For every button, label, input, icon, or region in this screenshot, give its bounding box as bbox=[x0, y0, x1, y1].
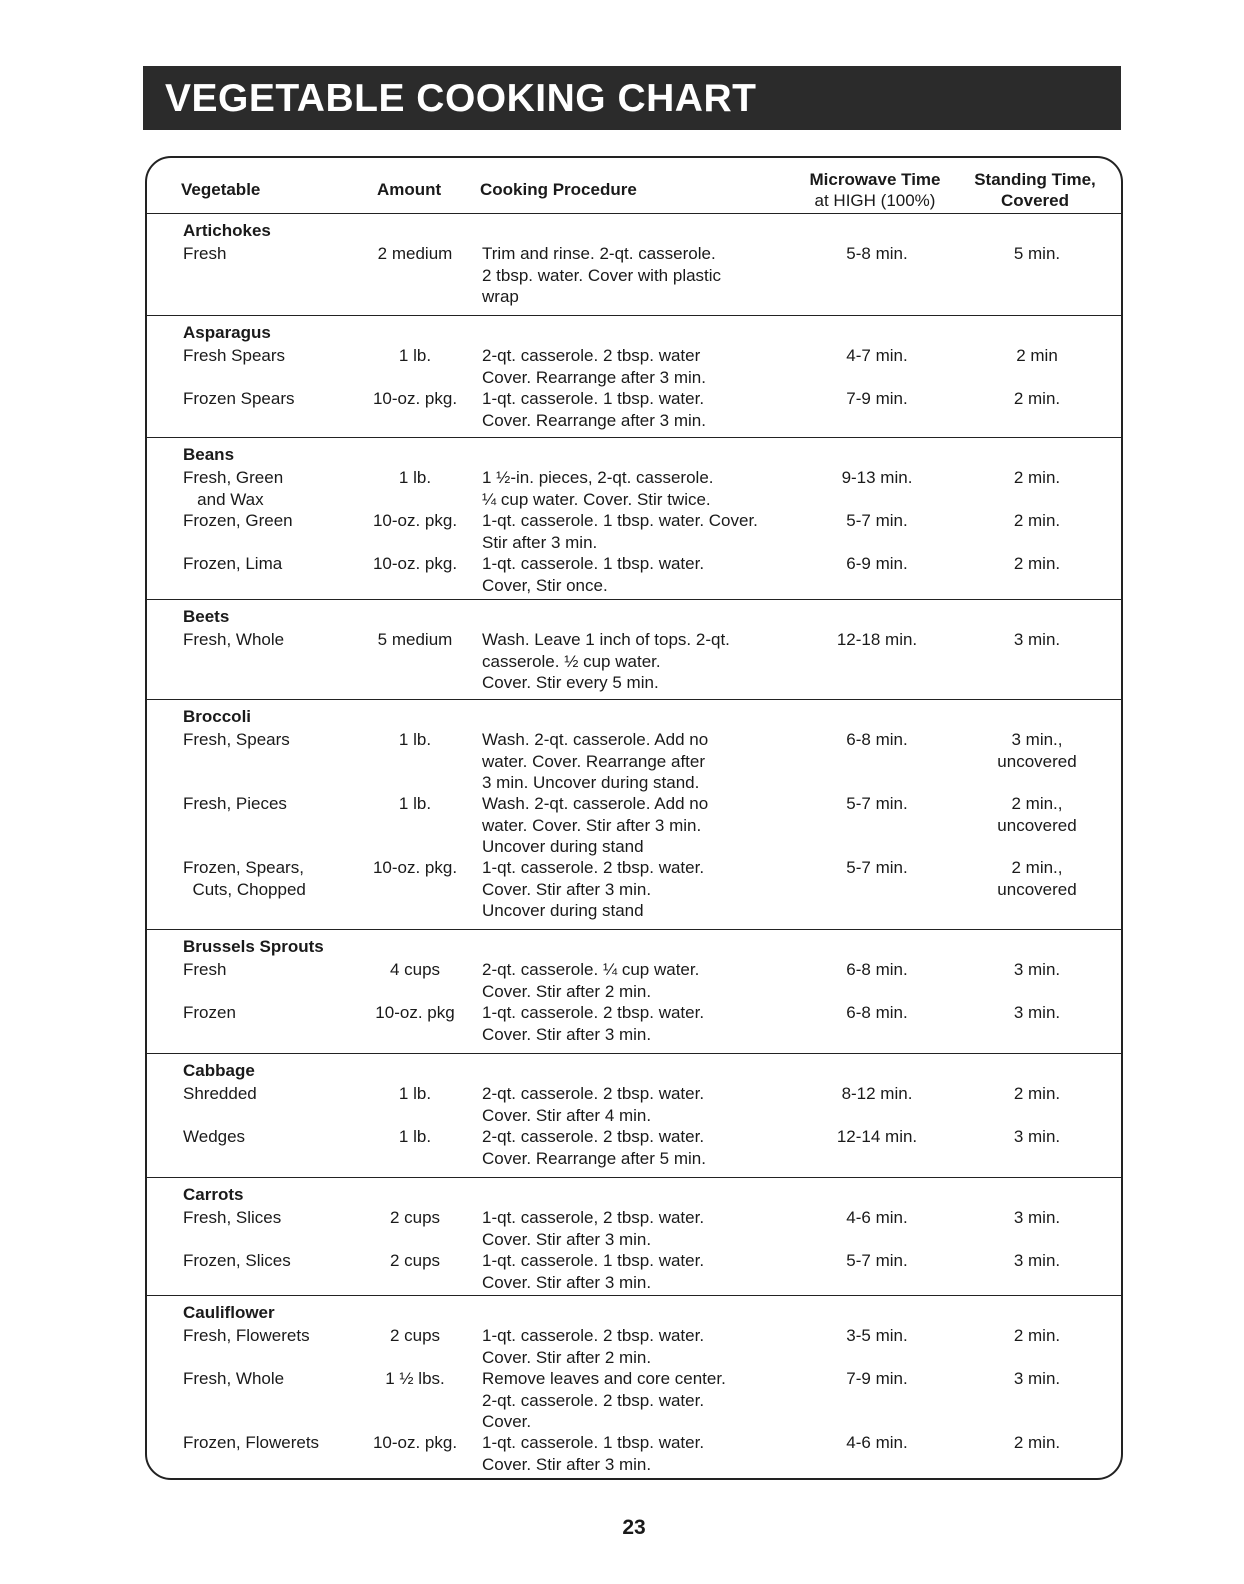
cell-cooking-procedure: Wash. 2-qt. casserole. Add no water. Cover. Rearrange after 3 min. Uncover during stand. bbox=[482, 730, 709, 792]
cell-cooking-procedure: 2-qt. casserole. ¼ cup water. Cover. Stir after 2 min. bbox=[482, 960, 700, 1001]
cell-standing-time: 2 min. bbox=[1013, 1326, 1061, 1345]
cell-microwave-time: 5-7 min. bbox=[846, 794, 908, 813]
cell-amount: 2 cups bbox=[389, 1326, 441, 1345]
cell-standing-time: 2 min. bbox=[1013, 468, 1061, 487]
cell-cooking-procedure: Trim and rinse. 2-qt. casserole. 2 tbsp. water. Cover with plastic wrap bbox=[482, 244, 722, 306]
cell-vegetable: Frozen, Spears, Cuts, Chopped bbox=[183, 858, 306, 899]
cell-standing-time: 2 min. bbox=[1013, 554, 1061, 573]
cell-standing-time: 3 min. bbox=[1013, 1369, 1061, 1388]
cell-cooking-procedure: 1-qt. casserole. 2 tbsp. water. Cover. Stir after 3 min. Uncover during stand bbox=[482, 858, 705, 920]
header-amount: Amount bbox=[377, 180, 442, 199]
cell-standing-time: 2 min. bbox=[1013, 389, 1061, 408]
cell-standing-time: 3 min. bbox=[1013, 1003, 1061, 1022]
cell-microwave-time: 6-8 min. bbox=[846, 730, 908, 749]
cell-microwave-time: 6-9 min. bbox=[846, 554, 908, 573]
header-microwave-time bbox=[785, 169, 965, 211]
cell-microwave-time: 12-14 min. bbox=[836, 1127, 918, 1146]
cell-microwave-time: 4-7 min. bbox=[846, 346, 908, 365]
cell-vegetable: Fresh bbox=[183, 960, 227, 979]
cell-vegetable: Frozen Spears bbox=[183, 389, 295, 408]
cell-amount: 2 cups bbox=[389, 1208, 441, 1227]
vegetable-group-name: Beans bbox=[183, 445, 235, 464]
header-standing-time-line2: Covered bbox=[1000, 191, 1070, 210]
cell-standing-time: 2 min bbox=[1016, 346, 1058, 365]
cell-standing-time: 3 min. bbox=[1013, 630, 1061, 649]
table-header-row bbox=[147, 158, 1121, 214]
vegetable-group-name: Beets bbox=[183, 607, 230, 626]
cell-vegetable: Fresh Spears bbox=[183, 346, 286, 365]
cell-vegetable: Frozen, Flowerets bbox=[183, 1433, 320, 1452]
vegetable-group-name: Cabbage bbox=[183, 1061, 255, 1080]
cell-microwave-time: 9-13 min. bbox=[841, 468, 913, 487]
cell-cooking-procedure: 2-qt. casserole. 2 tbsp. water. Cover. Stir after 4 min. bbox=[482, 1084, 705, 1125]
header-vegetable: Vegetable bbox=[181, 180, 261, 199]
cell-vegetable: Fresh, Green and Wax bbox=[183, 468, 284, 509]
cell-standing-time: 2 min., uncovered bbox=[997, 794, 1077, 835]
cell-microwave-time: 3-5 min. bbox=[846, 1326, 908, 1345]
vegetable-group bbox=[147, 316, 1121, 438]
cell-vegetable: Frozen bbox=[183, 1003, 236, 1022]
header-procedure: Cooking Procedure bbox=[480, 180, 637, 199]
cell-cooking-procedure: Remove leaves and core center. 2-qt. casserole. 2 tbsp. water. Cover. bbox=[482, 1369, 726, 1431]
cell-standing-time: 3 min. bbox=[1013, 1127, 1061, 1146]
vegetable-group bbox=[147, 1178, 1121, 1296]
cell-amount: 1 lb. bbox=[398, 468, 432, 487]
vegetable-group-name: Artichokes bbox=[183, 221, 271, 240]
cell-cooking-procedure: Wash. 2-qt. casserole. Add no water. Cover. Stir after 3 min. Uncover during stand bbox=[482, 794, 709, 856]
cell-cooking-procedure: 1-qt. casserole. 1 tbsp. water. Cover. Stir after 3 min. bbox=[482, 511, 758, 552]
cell-vegetable: Fresh, Pieces bbox=[183, 794, 287, 813]
cell-amount: 1 lb. bbox=[398, 346, 432, 365]
cell-amount: 10-oz. pkg. bbox=[372, 511, 458, 530]
cell-microwave-time: 5-8 min. bbox=[846, 244, 908, 263]
cell-vegetable: Fresh, Whole bbox=[183, 630, 285, 649]
cell-cooking-procedure: 2-qt. casserole. 2 tbsp. water. Cover. Rearrange after 5 min. bbox=[482, 1127, 706, 1168]
cell-vegetable: Frozen, Slices bbox=[183, 1251, 291, 1270]
cell-vegetable: Fresh, Flowerets bbox=[183, 1326, 310, 1345]
page-title: VEGETABLE COOKING CHART bbox=[165, 77, 757, 120]
vegetable-group-name: Cauliflower bbox=[183, 1303, 275, 1322]
cell-standing-time: 2 min., uncovered bbox=[997, 858, 1077, 899]
cell-microwave-time: 7-9 min. bbox=[846, 389, 908, 408]
cooking-chart-table bbox=[145, 156, 1123, 1480]
cell-standing-time: 2 min. bbox=[1013, 1433, 1061, 1452]
cell-cooking-procedure: 1-qt. casserole. 1 tbsp. water. Cover, Stir once. bbox=[482, 554, 705, 595]
vegetable-group bbox=[147, 600, 1121, 700]
cell-standing-time: 5 min. bbox=[1013, 244, 1061, 263]
cell-standing-time: 3 min. bbox=[1013, 1251, 1061, 1270]
vegetable-group-name: Asparagus bbox=[183, 323, 271, 342]
cell-vegetable: Fresh, Whole bbox=[183, 1369, 285, 1388]
cell-microwave-time: 4-6 min. bbox=[846, 1208, 908, 1227]
cell-standing-time: 3 min. bbox=[1013, 1208, 1061, 1227]
cell-vegetable: Fresh, Spears bbox=[183, 730, 290, 749]
cell-amount: 1 lb. bbox=[398, 794, 432, 813]
header-standing-time-line1: Standing Time, bbox=[974, 170, 1096, 189]
cell-vegetable: Frozen, Lima bbox=[183, 554, 283, 573]
vegetable-group bbox=[147, 438, 1121, 600]
cell-microwave-time: 12-18 min. bbox=[836, 630, 918, 649]
cell-vegetable: Shredded bbox=[183, 1084, 257, 1103]
cell-amount: 2 medium bbox=[377, 244, 453, 263]
cell-cooking-procedure: 1-qt. casserole. 2 tbsp. water. Cover. Stir after 3 min. bbox=[482, 1003, 705, 1044]
cell-amount: 4 cups bbox=[389, 960, 441, 979]
cell-amount: 1 ½ lbs. bbox=[385, 1369, 445, 1388]
cell-microwave-time: 7-9 min. bbox=[846, 1369, 908, 1388]
vegetable-group bbox=[147, 1296, 1121, 1480]
cell-microwave-time: 5-7 min. bbox=[846, 1251, 908, 1270]
vegetable-group bbox=[147, 214, 1121, 316]
cell-vegetable: Wedges bbox=[183, 1127, 246, 1146]
cell-microwave-time: 8-12 min. bbox=[841, 1084, 913, 1103]
cell-amount: 1 lb. bbox=[398, 730, 432, 749]
vegetable-group-name: Brussels Sprouts bbox=[183, 937, 324, 956]
cell-amount: 10-oz. pkg. bbox=[372, 389, 458, 408]
cell-standing-time: 2 min. bbox=[1013, 1084, 1061, 1103]
vegetable-group-name: Broccoli bbox=[183, 707, 252, 726]
cell-amount: 1 lb. bbox=[398, 1127, 432, 1146]
cell-standing-time: 3 min., uncovered bbox=[997, 730, 1077, 771]
cell-cooking-procedure: 1 ½-in. pieces, 2-qt. casserole. ¼ cup water. Cover. Stir twice. bbox=[482, 468, 714, 509]
cell-vegetable: Frozen, Green bbox=[183, 511, 293, 530]
cell-microwave-time: 5-7 min. bbox=[846, 511, 908, 530]
cell-amount: 2 cups bbox=[389, 1251, 441, 1270]
table-body bbox=[147, 214, 1121, 1480]
cell-amount: 5 medium bbox=[377, 630, 453, 649]
cell-microwave-time: 6-8 min. bbox=[846, 1003, 908, 1022]
cell-standing-time: 3 min. bbox=[1013, 960, 1061, 979]
cell-cooking-procedure: 1-qt. casserole. 1 tbsp. water. Cover. Stir after 3 min. bbox=[482, 1433, 705, 1474]
cell-vegetable: Fresh, Slices bbox=[183, 1208, 282, 1227]
vegetable-group-name: Carrots bbox=[183, 1185, 244, 1204]
cell-microwave-time: 6-8 min. bbox=[846, 960, 908, 979]
header-standing-time bbox=[945, 169, 1123, 211]
cell-amount: 10-oz. pkg. bbox=[372, 1433, 458, 1452]
vegetable-group bbox=[147, 930, 1121, 1054]
cell-amount: 10-oz. pkg. bbox=[372, 858, 458, 877]
title-banner bbox=[143, 66, 1121, 130]
vegetable-group bbox=[147, 1054, 1121, 1178]
cell-cooking-procedure: 1-qt. casserole. 1 tbsp. water. Cover. Stir after 3 min. bbox=[482, 1251, 705, 1292]
cell-cooking-procedure: 1-qt. casserole, 2 tbsp. water. Cover. Stir after 3 min. bbox=[482, 1208, 705, 1249]
cell-microwave-time: 5-7 min. bbox=[846, 858, 908, 877]
vegetable-group bbox=[147, 700, 1121, 930]
cell-cooking-procedure: 1-qt. casserole. 2 tbsp. water. Cover. Stir after 2 min. bbox=[482, 1326, 705, 1367]
page-number: 23 bbox=[622, 1516, 646, 1539]
header-microwave-time-line2: at HIGH (100%) bbox=[814, 191, 936, 210]
header-microwave-time-line1: Microwave Time bbox=[809, 170, 941, 189]
cell-standing-time: 2 min. bbox=[1013, 511, 1061, 530]
cell-vegetable: Fresh bbox=[183, 244, 227, 263]
cell-amount: 10-oz. pkg. bbox=[372, 554, 458, 573]
cell-microwave-time: 4-6 min. bbox=[846, 1433, 908, 1452]
cell-cooking-procedure: 1-qt. casserole. 1 tbsp. water. Cover. Rearrange after 3 min. bbox=[482, 389, 706, 430]
cell-cooking-procedure: Wash. Leave 1 inch of tops. 2-qt. casserole. ½ cup water. Cover. Stir every 5 min. bbox=[482, 630, 730, 692]
cell-amount: 1 lb. bbox=[398, 1084, 432, 1103]
cell-cooking-procedure: 2-qt. casserole. 2 tbsp. water Cover. Rearrange after 3 min. bbox=[482, 346, 706, 387]
cell-amount: 10-oz. pkg bbox=[375, 1003, 455, 1022]
